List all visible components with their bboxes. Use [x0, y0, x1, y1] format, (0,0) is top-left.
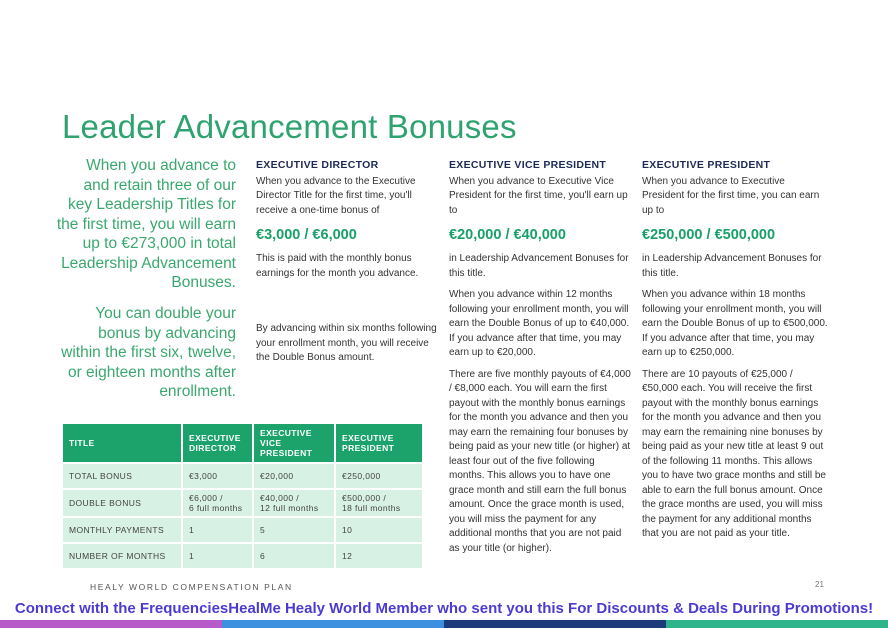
- table-cell: 5: [254, 518, 336, 542]
- color-bar: [222, 620, 444, 628]
- table-cell: 1: [183, 544, 254, 568]
- color-bar: [0, 620, 222, 628]
- color-bars: [0, 620, 888, 628]
- page-title: Leader Advancement Bonuses: [62, 108, 517, 145]
- table-row: [63, 544, 424, 568]
- table-cell: €40,000 / 12 full months: [254, 490, 336, 516]
- intro-paragraph-1: When you advance to and retain three of our key Leadership Titles for the first time, you will earn up to €273,000 in total Leadership Advancement Bonuses.: [56, 157, 236, 291]
- bonus-amount: €3,000 / €6,000: [256, 227, 357, 243]
- table-cell: €20,000: [254, 464, 336, 488]
- color-bar: [666, 620, 888, 628]
- column-text: When you advance to Executive President for the first time, you can earn up to: [642, 175, 820, 216]
- executive-director-column: [256, 158, 438, 373]
- table-header-row: [63, 424, 424, 462]
- table-cell: 10: [336, 518, 424, 542]
- column-heading: EXECUTIVE VICE PRESIDENT: [449, 159, 607, 171]
- table-header-cell: EXECUTIVE PRESIDENT: [336, 424, 424, 462]
- intro-paragraph-2: You can double your bonus by advancing within the first six, twelve, or eighteen months after enrollment.: [61, 305, 236, 400]
- color-bar: [444, 620, 666, 628]
- table-cell: €500,000 / 18 full months: [336, 490, 424, 516]
- promo-banner: Connect with the FrequenciesHealMe Healy World Member who sent you this For Discounts & Deals During Promotions!: [14, 600, 874, 617]
- column-text: in Leadership Advancement Bonuses for this title.: [642, 253, 822, 279]
- column-text: By advancing within six months following your enrollment month, you will receive the Double Bonus amount.: [256, 323, 437, 363]
- page-number: 21: [815, 580, 824, 589]
- table-cell: €3,000: [183, 464, 254, 488]
- executive-vice-president-column: [449, 158, 631, 563]
- column-text: When you advance within 12 months following your enrollment month, you will earn the Double Bonus of up to €40,000. If you advance after that time, you may earn up to €20,000.: [449, 289, 630, 358]
- column-text: When you advance within 18 months following your enrollment month, you will earn the Double Bonus of up to €500,000. If you advance after that time, you may earn up to €250,000.: [642, 289, 828, 358]
- table-cell: NUMBER OF MONTHS: [63, 544, 183, 568]
- table-cell: DOUBLE BONUS: [63, 490, 183, 516]
- table-header-cell: EXECUTIVE VICE PRESIDENT: [254, 424, 336, 462]
- table-cell: 1: [183, 518, 254, 542]
- column-text: When you advance to Executive Vice President for the first time, you'll earn up to: [449, 175, 628, 216]
- bonus-amount: €250,000 / €500,000: [642, 227, 776, 243]
- bonus-amount: €20,000 / €40,000: [449, 227, 566, 243]
- table-header-cell: TITLE: [63, 424, 183, 462]
- table-cell: €6,000 / 6 full months: [183, 490, 254, 516]
- table-row: [63, 464, 424, 488]
- executive-president-column: [642, 158, 828, 549]
- column-text: When you advance to the Executive Director Title for the first time, you'll receive a one-time bonus of: [256, 175, 416, 216]
- table-cell: 12: [336, 544, 424, 568]
- column-text: This is paid with the monthly bonus earnings for the month you advance.: [256, 253, 419, 279]
- table-cell: TOTAL BONUS: [63, 464, 183, 488]
- table-cell: 6: [254, 544, 336, 568]
- table-cell: MONTHLY PAYMENTS: [63, 518, 183, 542]
- column-text: in Leadership Advancement Bonuses for this title.: [449, 253, 629, 279]
- table-header-cell: EXECUTIVE DIRECTOR: [183, 424, 254, 462]
- table-cell: €250,000: [336, 464, 424, 488]
- column-text: There are five monthly payouts of €4,000 / €8,000 each. You will earn the first payout with the monthly bonus earnings for the month you advance and then you may earn the remaining four bonuses by being paid as your new title (or higher) at least four out of the five following months. This allows you to have one grace month and still earn the full bonus amount. Once the grace month is used, you will miss the payment for any additional months that you are not paid as your title (or higher).: [449, 368, 631, 554]
- bonus-summary-table: [63, 422, 424, 570]
- table-row: [63, 490, 424, 516]
- column-text: There are 10 payouts of €25,000 / €50,000 each. You will receive the first payout with the monthly bonus earnings for the month you advance and then you may earn the remaining nine bonuses by being paid as your new title at least 9 out of the following 11 months. This allows you to have two grace months and still be able to earn the full bonus amount. Once the grace months are used, you will miss the payment for any additional months that you are not paid as your title.: [642, 368, 826, 539]
- column-heading: EXECUTIVE DIRECTOR: [256, 159, 379, 171]
- table-row: [63, 518, 424, 542]
- column-heading: EXECUTIVE PRESIDENT: [642, 159, 771, 171]
- document-footer: HEALY WORLD COMPENSATION PLAN: [90, 582, 293, 592]
